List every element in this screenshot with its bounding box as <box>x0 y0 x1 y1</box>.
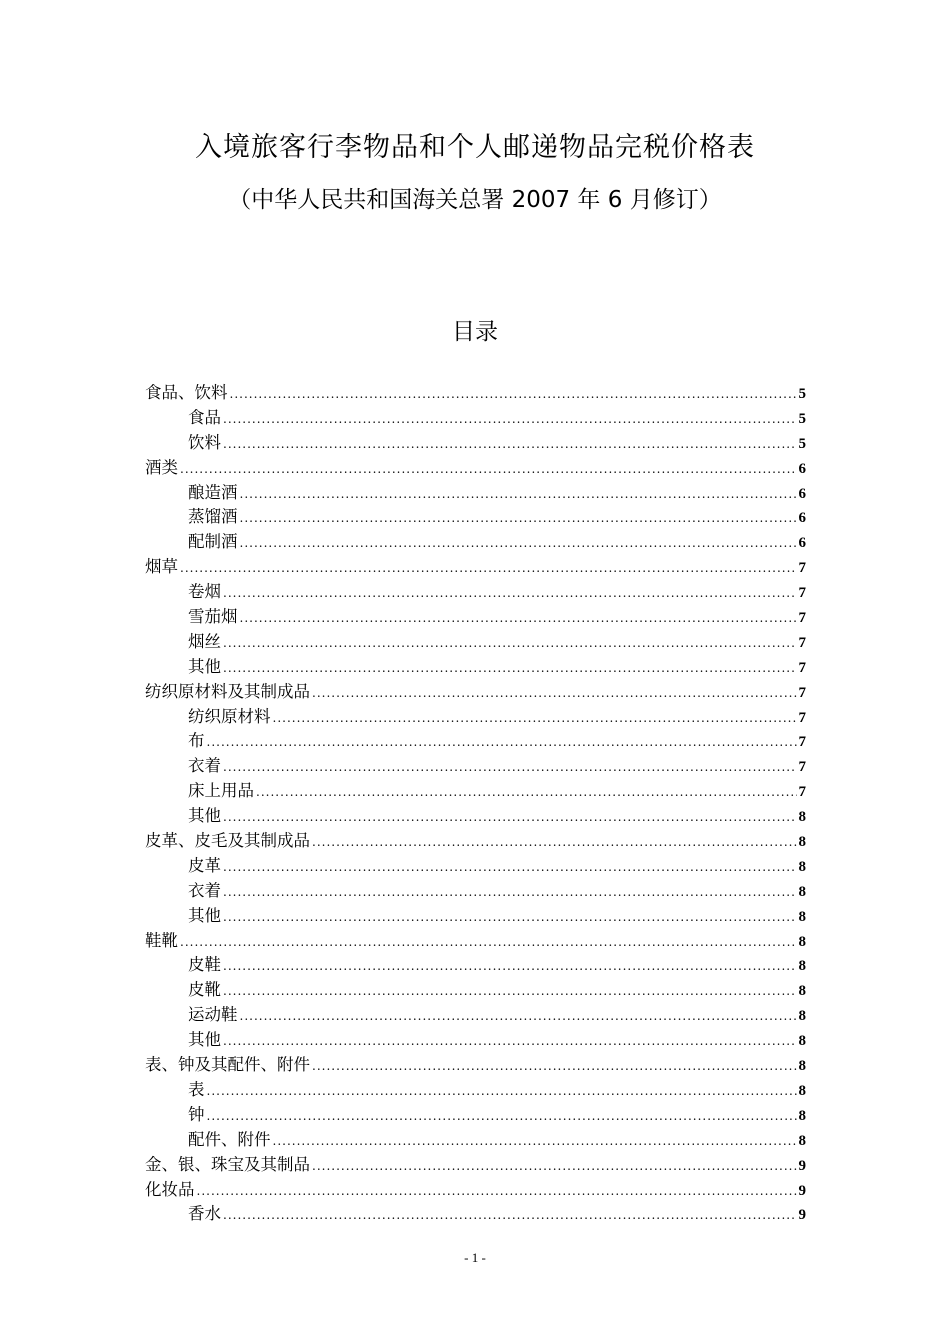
toc-entry-page-number: 7 <box>798 585 806 602</box>
toc-subentry[interactable] <box>145 705 806 730</box>
toc-entry-label: 酒类 <box>145 457 178 477</box>
toc-entry-page-number: 5 <box>798 435 806 452</box>
toc-entry-page-number: 5 <box>798 410 806 427</box>
toc-entry[interactable] <box>145 680 806 705</box>
toc-entry-label: 酿造酒 <box>188 482 238 502</box>
toc-entry-page-number: 8 <box>798 958 806 975</box>
toc-entry-label: 皮靴 <box>188 980 221 1000</box>
toc-entry-label: 配件、附件 <box>188 1129 271 1149</box>
toc-entry-label: 钟 <box>188 1104 205 1124</box>
toc-dot-leader <box>223 855 797 880</box>
toc-dot-leader <box>240 1004 797 1029</box>
toc-subentry[interactable] <box>145 655 806 680</box>
toc-entry[interactable] <box>145 1053 806 1078</box>
toc-dot-leader <box>223 432 797 457</box>
toc-entry-label: 烟丝 <box>188 631 221 651</box>
toc-subentry[interactable] <box>145 481 806 506</box>
toc-subentry[interactable] <box>145 505 806 530</box>
toc-subentry[interactable] <box>145 1078 806 1103</box>
toc-entry-label: 食品 <box>188 407 221 427</box>
toc-entry-label: 表、钟及其配件、附件 <box>145 1055 310 1075</box>
toc-subentry[interactable] <box>145 580 806 605</box>
toc-entry-label: 表 <box>188 1079 205 1099</box>
toc-entry-page-number: 8 <box>798 1107 806 1124</box>
toc-entry-page-number: 7 <box>798 709 806 726</box>
toc-entry-page-number: 7 <box>798 659 806 676</box>
toc-dot-leader <box>223 880 797 905</box>
toc-entry-label: 卷烟 <box>188 582 221 602</box>
toc-dot-leader <box>223 905 797 930</box>
toc-dot-leader <box>312 830 797 855</box>
toc-entry-label: 烟草 <box>145 557 178 577</box>
toc-dot-leader <box>240 482 797 507</box>
toc-dot-leader <box>230 382 797 407</box>
toc-entry-page-number: 8 <box>798 933 806 950</box>
toc-dot-leader <box>273 1129 797 1154</box>
toc-dot-leader <box>223 954 797 979</box>
toc-entry-page-number: 8 <box>798 858 806 875</box>
toc-entry-page-number: 7 <box>798 560 806 577</box>
toc-dot-leader <box>273 706 797 731</box>
toc-entry-page-number: 8 <box>798 809 806 826</box>
toc-entry-label: 配制酒 <box>188 532 238 552</box>
toc-dot-leader <box>207 1079 797 1104</box>
toc-dot-leader <box>197 1179 797 1204</box>
toc-entry-label: 床上用品 <box>188 781 254 801</box>
toc-entry-page-number: 8 <box>798 908 806 925</box>
toc-entry-label: 金、银、珠宝及其制品 <box>145 1154 310 1174</box>
toc-entry-page-number: 7 <box>798 684 806 701</box>
toc-dot-leader <box>223 1203 797 1228</box>
toc-dot-leader <box>223 581 797 606</box>
toc-subentry[interactable] <box>145 605 806 630</box>
toc-entry[interactable] <box>145 555 806 580</box>
toc-subentry[interactable] <box>145 978 806 1003</box>
toc-entry-page-number: 8 <box>798 834 806 851</box>
toc-dot-leader <box>180 457 797 482</box>
toc-dot-leader <box>180 930 797 955</box>
toc-entry-page-number: 8 <box>798 1008 806 1025</box>
toc-entry-label: 其他 <box>188 656 221 676</box>
toc-entry-page-number: 8 <box>798 1132 806 1149</box>
toc-entry[interactable] <box>145 456 806 481</box>
toc-entry-label: 饮料 <box>188 432 221 452</box>
toc-subentry[interactable] <box>145 729 806 754</box>
toc-subentry[interactable] <box>145 854 806 879</box>
toc-entry-page-number: 9 <box>798 1182 806 1199</box>
toc-entry-label: 鞋靴 <box>145 930 178 950</box>
toc-subentry[interactable] <box>145 406 806 431</box>
toc-subentry[interactable] <box>145 953 806 978</box>
toc-subentry[interactable] <box>145 804 806 829</box>
toc-entry-label: 蒸馏酒 <box>188 507 238 527</box>
toc-dot-leader <box>207 730 797 755</box>
toc-dot-leader <box>240 606 797 631</box>
toc-entry-page-number: 7 <box>798 759 806 776</box>
toc-entry-page-number: 7 <box>798 734 806 751</box>
table-of-contents <box>145 381 806 1227</box>
toc-subentry[interactable] <box>145 879 806 904</box>
toc-entry-label: 纺织原材料 <box>188 706 271 726</box>
toc-dot-leader <box>223 805 797 830</box>
toc-subentry[interactable] <box>145 530 806 555</box>
toc-subentry[interactable] <box>145 1003 806 1028</box>
toc-entry-page-number: 7 <box>798 784 806 801</box>
toc-entry-label: 皮革 <box>188 855 221 875</box>
toc-dot-leader <box>223 755 797 780</box>
document-subtitle: （中华人民共和国海关总署 2007 年 6 月修订） <box>228 187 722 213</box>
toc-entry-page-number: 6 <box>798 460 806 477</box>
toc-subentry[interactable] <box>145 1028 806 1053</box>
toc-dot-leader <box>240 506 797 531</box>
toc-entry-label: 其他 <box>188 905 221 925</box>
toc-subentry[interactable] <box>145 754 806 779</box>
toc-dot-leader <box>312 1154 797 1179</box>
toc-entry-label: 布 <box>188 731 205 751</box>
toc-dot-leader <box>180 556 797 581</box>
toc-entry-page-number: 8 <box>798 1082 806 1099</box>
toc-subentry[interactable] <box>145 630 806 655</box>
toc-entry-page-number: 9 <box>798 1157 806 1174</box>
toc-dot-leader <box>223 656 797 681</box>
toc-entry[interactable] <box>145 829 806 854</box>
toc-entry-label: 雪茄烟 <box>188 607 238 627</box>
toc-entry[interactable] <box>145 381 806 406</box>
toc-subentry[interactable] <box>145 1202 806 1227</box>
document-title: 入境旅客行李物品和个人邮递物品完税价格表 <box>195 132 755 163</box>
toc-entry-label: 运动鞋 <box>188 1005 238 1025</box>
toc-entry-page-number: 8 <box>798 1058 806 1075</box>
page-number: - 1 - <box>464 1250 486 1265</box>
toc-entry-page-number: 8 <box>798 1033 806 1050</box>
toc-entry-page-number: 8 <box>798 983 806 1000</box>
toc-dot-leader <box>207 1104 797 1129</box>
toc-dot-leader <box>223 1029 797 1054</box>
toc-entry[interactable] <box>145 929 806 954</box>
toc-heading: 目录 <box>452 319 498 345</box>
toc-entry-label: 纺织原材料及其制成品 <box>145 681 310 701</box>
toc-entry-page-number: 6 <box>798 535 806 552</box>
toc-dot-leader <box>312 681 797 706</box>
toc-entry-page-number: 7 <box>798 610 806 627</box>
toc-entry-label: 其他 <box>188 806 221 826</box>
toc-subentry[interactable] <box>145 1103 806 1128</box>
toc-entry-page-number: 8 <box>798 883 806 900</box>
toc-entry-label: 食品、饮料 <box>145 383 228 402</box>
toc-dot-leader <box>240 531 797 556</box>
toc-entry[interactable] <box>145 1153 806 1178</box>
toc-dot-leader <box>223 407 797 432</box>
toc-entry-label: 皮鞋 <box>188 955 221 975</box>
toc-entry-label: 衣着 <box>188 880 221 900</box>
toc-entry-label: 化妆品 <box>145 1179 195 1199</box>
toc-entry-page-number: 9 <box>798 1207 806 1224</box>
toc-entry-label: 衣着 <box>188 756 221 776</box>
toc-entry-page-number: 6 <box>798 485 806 502</box>
toc-subentry[interactable] <box>145 1128 806 1153</box>
toc-entry-page-number: 7 <box>798 634 806 651</box>
toc-entry-label: 其他 <box>188 1030 221 1050</box>
toc-subentry[interactable] <box>145 431 806 456</box>
toc-subentry[interactable] <box>145 779 806 804</box>
toc-dot-leader <box>223 631 797 656</box>
toc-subentry[interactable] <box>145 904 806 929</box>
toc-entry-label: 皮革、皮毛及其制成品 <box>145 831 310 851</box>
toc-dot-leader <box>256 780 797 805</box>
toc-dot-leader <box>312 1054 797 1079</box>
toc-entry-page-number: 6 <box>798 510 806 527</box>
toc-entry-page-number: 5 <box>798 386 806 402</box>
toc-dot-leader <box>223 979 797 1004</box>
toc-entry[interactable] <box>145 1178 806 1203</box>
toc-entry-label: 香水 <box>188 1204 221 1224</box>
